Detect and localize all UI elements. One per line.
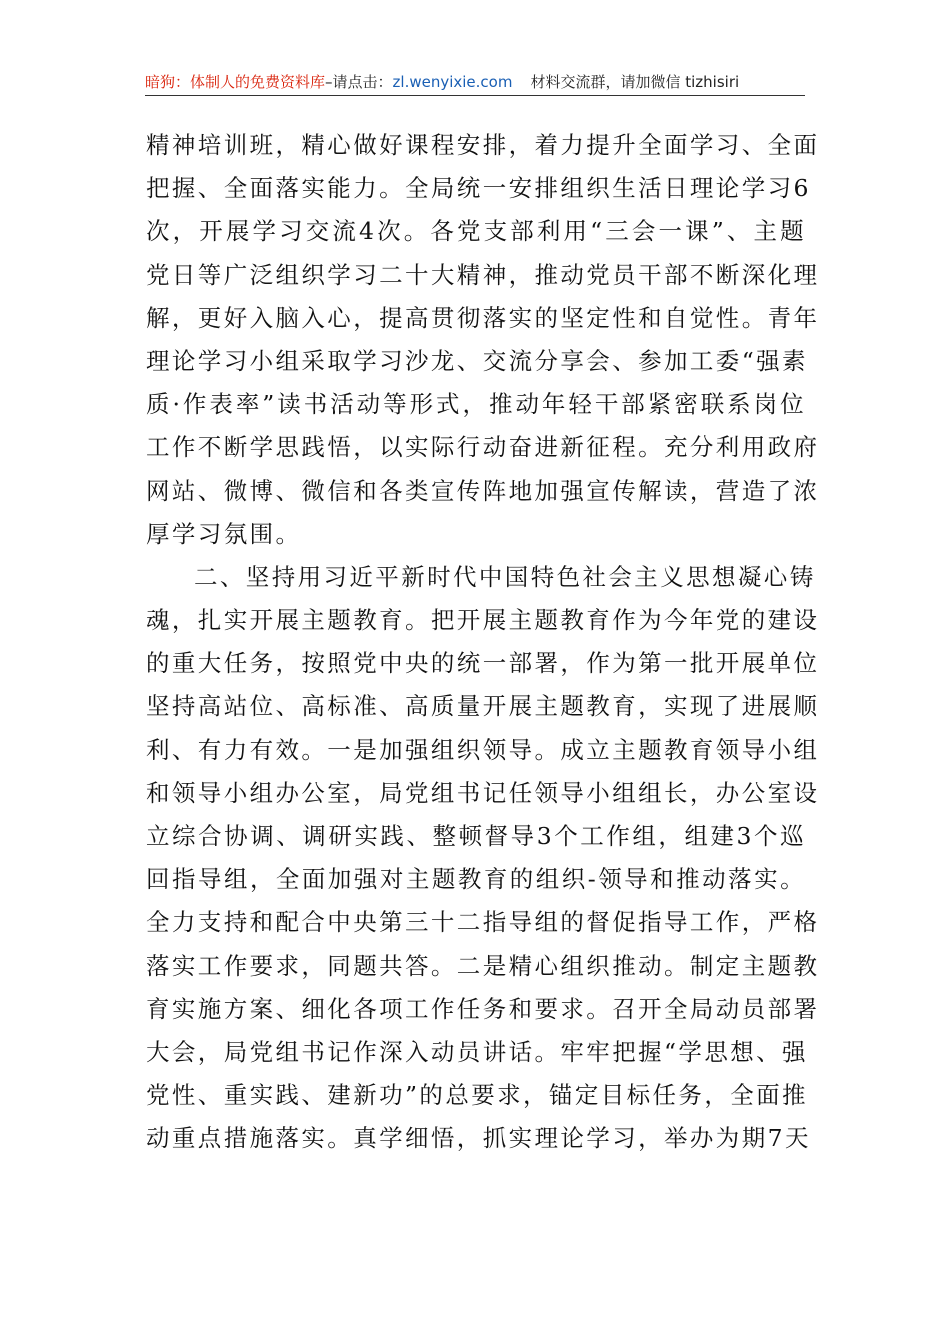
- text-line: 厚学习氛围。: [146, 519, 302, 548]
- text-line: 次，开展学习交流4次。各党支部利用“三会一课”、主题: [146, 217, 806, 246]
- text-line: 解，更好入脑入心，提高贯彻落实的坚定性和自觉性。青年: [146, 303, 820, 332]
- header-divider: [145, 95, 805, 96]
- text-line: 全力支持和配合中央第三十二指导组的督促指导工作，严格: [146, 908, 820, 937]
- text-line: 立综合协调、调研实践、整顿督导3个工作组，组建3个巡: [146, 822, 806, 850]
- text-line: 精神培训班，精心做好课程安排，着力提升全面学习、全面: [146, 131, 820, 159]
- text-line: 落实工作要求，同题共答。二是精心组织推动。制定主题教: [146, 951, 820, 980]
- text-line: 和领导小组办公室，局党组书记任领导小组组长，办公室设: [146, 778, 820, 807]
- text-line: 党日等广泛组织学习二十大精神，推动党员干部不断深化理: [146, 260, 820, 289]
- document-header: [145, 72, 805, 94]
- text-line: 动重点措施落实。真学细悟，抓实理论学习，举办为期7天: [146, 1124, 811, 1153]
- header-brand: 暗狗：体制人的免费资料库: [145, 73, 326, 91]
- paragraph-1: [146, 124, 820, 556]
- text-line: 回指导组，全面加强对主题教育的组织-领导和推动落实。: [146, 865, 806, 894]
- text-line: 党性、重实践、建新功”的总要求，锚定目标任务，全面推: [146, 1081, 808, 1110]
- text-line: 质·作表率”读书活动等形式，推动年轻干部紧密联系岗位: [146, 390, 806, 419]
- text-line: 坚持高站位、高标准、高质量开展主题教育，实现了进展顺: [146, 692, 820, 721]
- text-line: 二、坚持用习近平新时代中国特色社会主义思想凝心铸: [194, 562, 816, 591]
- text-line: 大会，局党组书记作深入动员讲话。牢牢把握“学思想、强: [146, 1037, 808, 1066]
- paragraph-2: [146, 556, 820, 1161]
- text-line: 网站、微博、微信和各类宣传阵地加强宣传解读，营造了浓: [146, 476, 820, 505]
- text-line: 把握、全面落实能力。全局统一安排组织生活日理论学习6: [146, 174, 811, 203]
- text-line: 理论学习小组采取学习沙龙、交流分享会、参加工委“强素: [146, 346, 808, 375]
- header-click-prompt: –请点击：: [325, 73, 393, 91]
- text-line: 工作不断学思践悟，以实际行动奋进新征程。充分利用政府: [146, 433, 820, 462]
- text-line: 育实施方案、细化各项工作任务和要求。召开全局动员部署: [146, 994, 820, 1023]
- header-url-link[interactable]: zl.wenyixie.com: [392, 73, 513, 91]
- header-wechat-note: 材料交流群，请加微信 tizhisiri: [530, 73, 740, 91]
- text-line: 的重大任务，按照党中央的统一部署，作为第一批开展单位: [146, 649, 820, 678]
- text-line: 魂，扎实开展主题教育。把开展主题教育作为今年党的建设: [146, 606, 820, 635]
- document-body: [146, 124, 820, 1161]
- text-line: 利、有力有效。一是加强组织领导。成立主题教育领导小组: [146, 735, 820, 764]
